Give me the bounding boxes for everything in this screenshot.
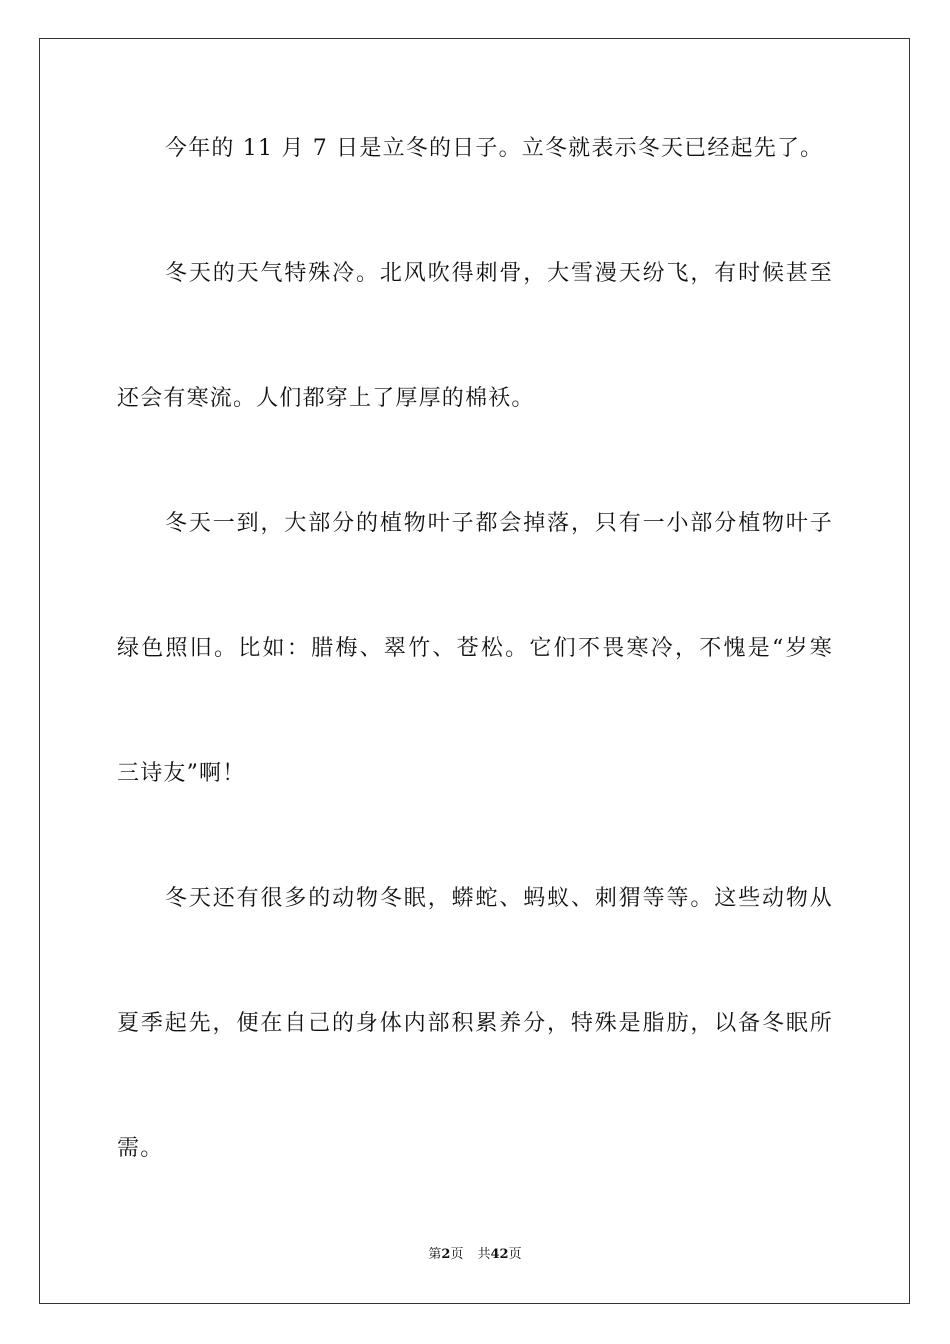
paragraph-4-line-2: 夏季起先，便在自己的身体内部积累养分，特殊是脂肪，以备冬眠所 <box>117 1011 833 1036</box>
paragraph-4-line-1: 冬天还有很多的动物冬眠，蟒蛇、蚂蚁、刺猬等等。这些动物从 <box>165 886 833 911</box>
total-prefix: 共 <box>477 1247 491 1262</box>
paragraph-1-line-1: 今年的 11 月 7 日是立冬的日子。立冬就表示冬天已经起先了。 <box>165 136 824 161</box>
page-number: 2 <box>441 1247 451 1262</box>
page-footer <box>0 1246 950 1264</box>
paragraph-4-line-3: 需。 <box>117 1136 164 1161</box>
page-prefix: 第 <box>428 1247 442 1262</box>
page-frame <box>39 38 910 1304</box>
paragraph-2-line-1: 冬天的天气特殊冷。北风吹得刺骨，大雪漫天纷飞，有时候甚至 <box>165 261 833 286</box>
total-suffix: 页 <box>508 1247 522 1262</box>
paragraph-2-line-2: 还会有寒流。人们都穿上了厚厚的棉袄。 <box>117 386 535 411</box>
page-suffix: 页 <box>450 1247 464 1262</box>
total-pages: 42 <box>490 1247 509 1262</box>
paragraph-3-line-3: 三诗友”啊！ <box>117 761 246 786</box>
paragraph-3-line-1: 冬天一到，大部分的植物叶子都会掉落，只有一小部分植物叶子 <box>165 511 833 536</box>
paragraph-3-line-2: 绿色照旧。比如：腊梅、翠竹、苍松。它们不畏寒冷，不愧是“岁寒 <box>117 636 833 661</box>
